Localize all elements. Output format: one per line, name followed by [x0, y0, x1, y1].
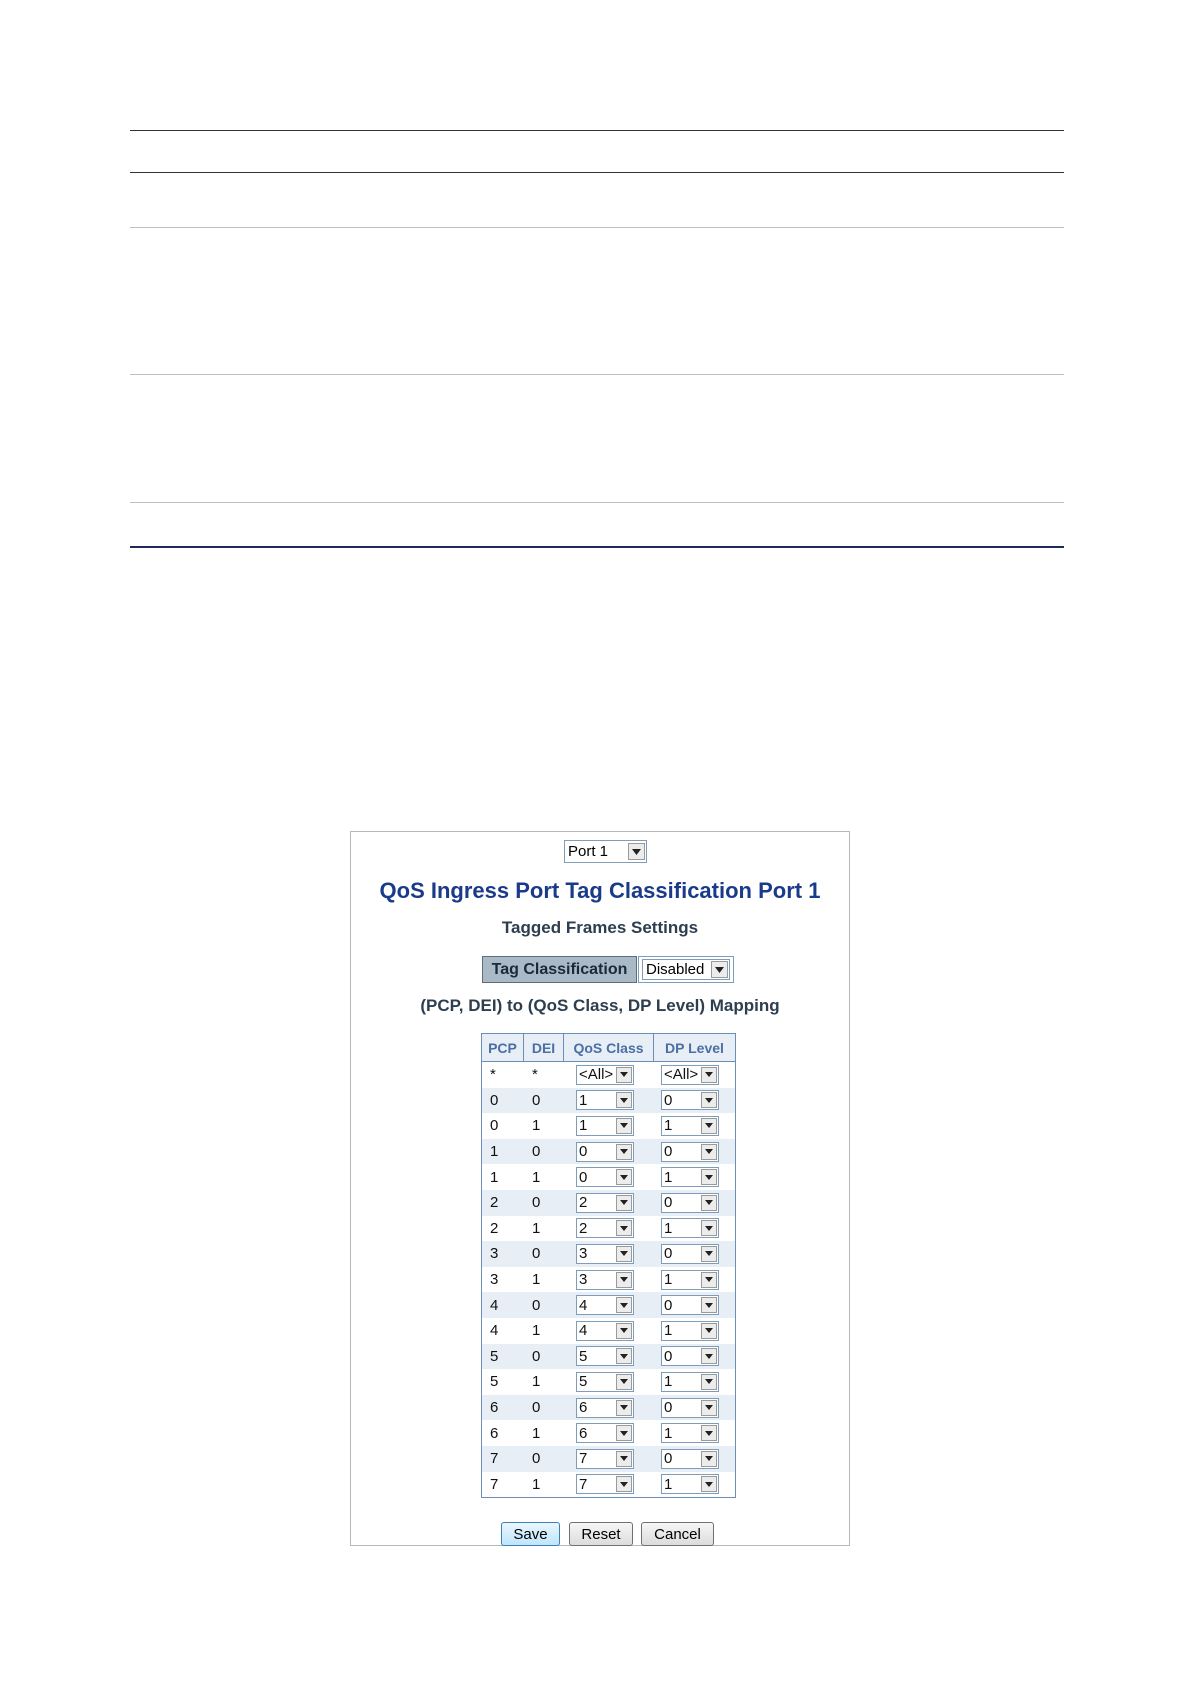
dei-cell: 0 [532, 1245, 541, 1263]
table-row [482, 1395, 735, 1421]
dp-level-select[interactable] [661, 1372, 719, 1392]
table-row [482, 1190, 735, 1216]
dp-level-select[interactable] [661, 1270, 719, 1290]
qos-class-select[interactable] [576, 1116, 634, 1136]
dp-level-value: 0 [664, 1399, 673, 1417]
divider [130, 227, 1064, 228]
qos-class-cell [564, 1164, 654, 1190]
dp-level-cell [654, 1318, 735, 1344]
dp-level-select[interactable] [661, 1321, 719, 1341]
qos-class-value: 7 [579, 1475, 588, 1493]
qos-class-cell [564, 1267, 654, 1293]
dp-level-select[interactable] [661, 1346, 719, 1366]
qos-class-value: 2 [579, 1194, 588, 1212]
dp-level-select[interactable] [661, 1423, 719, 1443]
chevron-down-icon[interactable] [701, 1348, 717, 1364]
table-row [482, 1164, 735, 1190]
table-row [482, 1318, 735, 1344]
dp-level-cell [654, 1292, 735, 1318]
chevron-down-icon[interactable] [616, 1476, 632, 1492]
chevron-down-icon[interactable] [701, 1451, 717, 1467]
table-row [482, 1420, 735, 1446]
chevron-down-icon[interactable] [628, 843, 645, 860]
divider [130, 502, 1064, 503]
chevron-down-icon[interactable] [701, 1246, 717, 1262]
qos-class-value: 1 [579, 1091, 588, 1109]
dp-level-cell [654, 1369, 735, 1395]
dei-cell: 1 [532, 1475, 541, 1493]
dp-level-select[interactable] [661, 1244, 719, 1264]
chevron-down-icon[interactable] [701, 1476, 717, 1492]
chevron-down-icon[interactable] [616, 1323, 632, 1339]
dp-level-select[interactable] [661, 1116, 719, 1136]
qos-class-value: 6 [579, 1424, 588, 1442]
qos-class-select[interactable] [576, 1321, 634, 1341]
tag-classification-select[interactable] [642, 959, 730, 980]
dei-cell: 1 [532, 1219, 541, 1237]
pcp-cell: 3 [490, 1245, 499, 1263]
chevron-down-icon[interactable] [701, 1220, 717, 1236]
qos-class-select[interactable] [576, 1065, 634, 1085]
mapping-table [481, 1033, 736, 1498]
table-row [482, 1216, 735, 1242]
dp-level-cell [654, 1344, 735, 1370]
chevron-down-icon[interactable] [616, 1092, 632, 1108]
chevron-down-icon[interactable] [616, 1144, 632, 1160]
column-header-dei: DEI [524, 1034, 564, 1061]
dp-level-cell [654, 1241, 735, 1267]
tagged-frames-heading: Tagged Frames Settings [501, 918, 699, 937]
qos-class-value: 4 [579, 1296, 588, 1314]
chevron-down-icon[interactable] [711, 961, 728, 978]
dp-level-select[interactable] [661, 1398, 719, 1418]
chevron-down-icon[interactable] [616, 1067, 632, 1083]
qos-class-value: 1 [579, 1117, 588, 1135]
dp-level-select[interactable] [661, 1193, 719, 1213]
dp-level-cell [654, 1267, 735, 1293]
chevron-down-icon[interactable] [616, 1169, 632, 1185]
dp-level-value: 1 [664, 1168, 673, 1186]
dp-level-select[interactable] [661, 1142, 719, 1162]
chevron-down-icon[interactable] [616, 1374, 632, 1390]
dei-cell: 0 [532, 1347, 541, 1365]
dp-level-value: 0 [664, 1347, 673, 1365]
qos-class-value: 0 [579, 1168, 588, 1186]
table-header [482, 1034, 735, 1062]
chevron-down-icon[interactable] [616, 1220, 632, 1236]
qos-class-select[interactable] [576, 1270, 634, 1290]
qos-class-select[interactable] [576, 1449, 634, 1469]
dp-level-cell [654, 1472, 735, 1498]
divider [130, 172, 1064, 173]
chevron-down-icon[interactable] [616, 1118, 632, 1134]
dei-cell: 0 [532, 1450, 541, 1468]
table-row [482, 1344, 735, 1370]
dp-level-value: 1 [664, 1219, 673, 1237]
qos-class-value: 6 [579, 1399, 588, 1417]
qos-class-cell [564, 1292, 654, 1318]
cancel-button[interactable]: Cancel [641, 1522, 714, 1546]
dp-level-value: 0 [664, 1296, 673, 1314]
chevron-down-icon[interactable] [616, 1297, 632, 1313]
divider [130, 546, 1064, 548]
pcp-cell: 0 [490, 1117, 499, 1135]
chevron-down-icon[interactable] [616, 1246, 632, 1262]
qos-class-cell [564, 1062, 654, 1088]
qos-class-cell [564, 1472, 654, 1498]
dei-cell: 0 [532, 1296, 541, 1314]
qos-class-value: 3 [579, 1245, 588, 1263]
dei-cell: 0 [532, 1143, 541, 1161]
chevron-down-icon[interactable] [701, 1425, 717, 1441]
dp-level-cell [654, 1216, 735, 1242]
qos-class-cell [564, 1369, 654, 1395]
dp-level-select[interactable] [661, 1090, 719, 1110]
qos-class-cell [564, 1216, 654, 1242]
column-header-dp-level: DP Level [665, 1039, 724, 1056]
pcp-cell: * [490, 1066, 496, 1084]
chevron-down-icon[interactable] [701, 1118, 717, 1134]
dp-level-value: 0 [664, 1091, 673, 1109]
dp-level-value: 1 [664, 1271, 673, 1289]
qos-class-select[interactable] [576, 1423, 634, 1443]
dp-level-value: 1 [664, 1322, 673, 1340]
dei-cell: 1 [532, 1271, 541, 1289]
qos-class-value: 5 [579, 1373, 588, 1391]
chevron-down-icon[interactable] [701, 1144, 717, 1160]
table-row [482, 1292, 735, 1318]
pcp-cell: 6 [490, 1424, 499, 1442]
table-row [482, 1062, 735, 1088]
table-row [482, 1113, 735, 1139]
pcp-cell: 7 [490, 1450, 499, 1468]
chevron-down-icon[interactable] [701, 1374, 717, 1390]
qos-class-cell [564, 1190, 654, 1216]
qos-class-select[interactable] [576, 1295, 634, 1315]
table-row [482, 1446, 735, 1472]
port-select-value: Port 1 [568, 843, 609, 860]
reset-button[interactable]: Reset [569, 1522, 633, 1546]
qos-class-value: 2 [579, 1219, 588, 1237]
chevron-down-icon[interactable] [701, 1169, 717, 1185]
dp-level-select[interactable] [661, 1295, 719, 1315]
pcp-cell: 7 [490, 1475, 499, 1493]
pcp-cell: 6 [490, 1399, 499, 1417]
qos-class-value: <All> [579, 1066, 614, 1084]
dp-level-value: 0 [664, 1143, 673, 1161]
chevron-down-icon[interactable] [701, 1297, 717, 1313]
table-row [482, 1472, 735, 1498]
dp-level-cell [654, 1113, 735, 1139]
column-header-pcp: PCP [482, 1034, 524, 1061]
pcp-cell: 2 [490, 1219, 499, 1237]
qos-class-value: 5 [579, 1347, 588, 1365]
dei-cell: * [532, 1066, 538, 1084]
dei-cell: 1 [532, 1424, 541, 1442]
tag-classification-value: Disabled [646, 961, 705, 978]
table-row [482, 1088, 735, 1114]
qos-class-select[interactable] [576, 1218, 634, 1238]
chevron-down-icon[interactable] [616, 1195, 632, 1211]
qos-class-cell [564, 1113, 654, 1139]
tag-classification-cell [638, 956, 734, 983]
qos-class-value: 0 [579, 1143, 588, 1161]
save-button[interactable]: Save [501, 1522, 560, 1546]
qos-class-select[interactable] [576, 1193, 634, 1213]
pcp-cell: 5 [490, 1347, 499, 1365]
qos-class-cell [564, 1344, 654, 1370]
dei-cell: 0 [532, 1194, 541, 1212]
pcp-cell: 2 [490, 1194, 499, 1212]
qos-class-select[interactable] [576, 1090, 634, 1110]
chevron-down-icon[interactable] [701, 1272, 717, 1288]
dei-cell: 0 [532, 1091, 541, 1109]
dei-cell: 1 [532, 1373, 541, 1391]
table-body [482, 1062, 735, 1497]
dp-level-cell [654, 1164, 735, 1190]
pcp-cell: 5 [490, 1373, 499, 1391]
dp-level-value: 1 [664, 1117, 673, 1135]
qos-class-select[interactable] [576, 1372, 634, 1392]
page-title: QoS Ingress Port Tag Classification Port 1 [379, 878, 821, 903]
qos-class-select[interactable] [576, 1244, 634, 1264]
dp-level-value: 0 [664, 1194, 673, 1212]
table-row [482, 1241, 735, 1267]
dp-level-value: 1 [664, 1475, 673, 1493]
divider [130, 374, 1064, 375]
chevron-down-icon[interactable] [616, 1425, 632, 1441]
chevron-down-icon[interactable] [701, 1195, 717, 1211]
chevron-down-icon[interactable] [616, 1348, 632, 1364]
qos-class-cell [564, 1241, 654, 1267]
dp-level-select[interactable] [661, 1218, 719, 1238]
pcp-cell: 3 [490, 1271, 499, 1289]
dp-level-value: 1 [664, 1373, 673, 1391]
qos-class-cell [564, 1088, 654, 1114]
chevron-down-icon[interactable] [616, 1451, 632, 1467]
qos-class-value: 4 [579, 1322, 588, 1340]
dei-cell: 1 [532, 1322, 541, 1340]
chevron-down-icon[interactable] [616, 1272, 632, 1288]
dp-level-select[interactable] [661, 1167, 719, 1187]
dp-level-cell [654, 1088, 735, 1114]
dp-level-cell [654, 1139, 735, 1165]
dp-level-value: <All> [664, 1066, 699, 1084]
dp-level-cell [654, 1395, 735, 1421]
table-row [482, 1267, 735, 1293]
column-header-qos-class: QoS Class [564, 1034, 654, 1061]
dp-level-select[interactable] [661, 1474, 719, 1494]
table-row [482, 1369, 735, 1395]
qos-class-cell [564, 1420, 654, 1446]
pcp-cell: 1 [490, 1168, 499, 1186]
pcp-cell: 4 [490, 1322, 499, 1340]
qos-class-value: 3 [579, 1271, 588, 1289]
dei-cell: 0 [532, 1399, 541, 1417]
chevron-down-icon[interactable] [701, 1323, 717, 1339]
chevron-down-icon[interactable] [616, 1400, 632, 1416]
qos-class-value: 7 [579, 1450, 588, 1468]
chevron-down-icon[interactable] [701, 1067, 717, 1083]
dp-level-cell [654, 1446, 735, 1472]
dp-level-select[interactable] [661, 1065, 719, 1085]
dp-level-cell [654, 1190, 735, 1216]
dp-level-value: 0 [664, 1245, 673, 1263]
dp-level-value: 1 [664, 1424, 673, 1442]
port-select[interactable] [564, 840, 647, 863]
mapping-heading: (PCP, DEI) to (QoS Class, DP Level) Mapping [420, 996, 780, 1015]
chevron-down-icon[interactable] [701, 1400, 717, 1416]
divider [130, 130, 1064, 131]
qos-class-cell [564, 1395, 654, 1421]
dp-level-select[interactable] [661, 1449, 719, 1469]
dp-level-cell [654, 1420, 735, 1446]
table-row [482, 1139, 735, 1165]
chevron-down-icon[interactable] [701, 1092, 717, 1108]
tag-classification-label: Tag Classification [482, 956, 637, 983]
qos-tag-classification-panel [350, 831, 850, 1546]
qos-class-select[interactable] [576, 1346, 634, 1366]
qos-class-cell [564, 1318, 654, 1344]
dp-level-cell [654, 1062, 735, 1088]
qos-class-select[interactable] [576, 1398, 634, 1418]
dei-cell: 1 [532, 1168, 541, 1186]
qos-class-cell [564, 1139, 654, 1165]
qos-class-select[interactable] [576, 1474, 634, 1494]
qos-class-cell [564, 1446, 654, 1472]
dei-cell: 1 [532, 1117, 541, 1135]
pcp-cell: 1 [490, 1143, 499, 1161]
pcp-cell: 4 [490, 1296, 499, 1314]
qos-class-select[interactable] [576, 1142, 634, 1162]
qos-class-select[interactable] [576, 1167, 634, 1187]
pcp-cell: 0 [490, 1091, 499, 1109]
dp-level-value: 0 [664, 1450, 673, 1468]
